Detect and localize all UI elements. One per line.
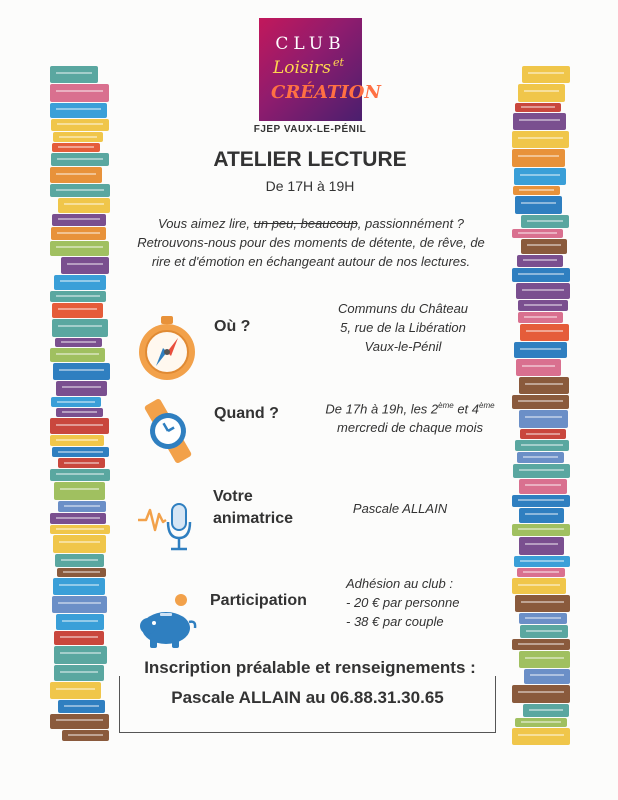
host-name: Pascale ALLAIN [352, 501, 448, 516]
logo-club-text: CLUB [275, 34, 346, 54]
registration-contact: Pascale ALLAIN au 06.88.31.30.65 [171, 688, 444, 707]
book [50, 435, 104, 446]
book [50, 241, 109, 256]
book [50, 84, 109, 102]
intro-line-3: rire et d'émotion en échangeant autour de nos lectures. [151, 254, 471, 269]
book [54, 665, 104, 681]
where-line-2: 5, rue de la Libération [340, 320, 466, 335]
fee-details [346, 574, 506, 631]
book [58, 458, 105, 468]
book [51, 397, 101, 407]
book [518, 312, 563, 323]
book [50, 291, 106, 302]
book [52, 319, 108, 337]
book [512, 728, 570, 745]
book [512, 149, 565, 167]
book [520, 625, 568, 638]
book [513, 113, 566, 130]
compass-icon [136, 316, 198, 382]
book [520, 324, 569, 341]
watch-icon [136, 398, 200, 464]
host-label-line-1: Votre [213, 488, 253, 505]
book [519, 508, 564, 523]
book [54, 646, 107, 664]
when-line-2: mercredi de chaque mois [337, 420, 483, 436]
piggy-bank-icon [134, 592, 200, 650]
book [52, 303, 103, 318]
book [515, 595, 570, 612]
book [52, 143, 100, 152]
fee-line-1: Adhésion au club : [346, 576, 453, 591]
club-logo [259, 18, 381, 121]
book [516, 359, 561, 376]
book [513, 186, 560, 195]
book [513, 464, 570, 478]
intro-paragraph [115, 214, 507, 271]
microphone-icon [136, 500, 198, 554]
book [50, 167, 102, 183]
book [50, 525, 110, 534]
book [519, 651, 570, 668]
book [518, 84, 565, 102]
book [514, 556, 570, 567]
book [51, 227, 106, 240]
book [50, 469, 110, 481]
book [519, 537, 564, 555]
book [50, 714, 109, 729]
where-label: Où ? [214, 318, 251, 335]
book [522, 66, 570, 83]
intro-text-start: Vous aimez lire, [158, 216, 254, 231]
book [519, 479, 567, 494]
book [512, 131, 569, 148]
when-sup-1: ème [438, 401, 454, 410]
book [519, 410, 568, 428]
book [54, 631, 104, 645]
book [524, 669, 570, 684]
book [50, 418, 109, 434]
book [512, 229, 563, 238]
book [514, 342, 567, 358]
book [50, 184, 110, 197]
intro-line-2: Retrouvons-nous pour des moments de détente, de rêve, de [137, 235, 485, 250]
intro-text-end: , passionnément ? [357, 216, 464, 231]
page-title: ATELIER LECTURE [213, 148, 407, 171]
logo-et-text: et [333, 56, 344, 69]
book [56, 614, 104, 630]
book [58, 198, 110, 213]
book [52, 214, 106, 226]
where-line-1: Communs du Château [337, 301, 469, 316]
book [512, 495, 570, 507]
when-label: Quand ? [214, 405, 279, 422]
fee-line-3: - 38 € par couple [346, 614, 444, 629]
book [512, 685, 570, 703]
when-line-1a: De 17h à 19h, les 2 [325, 401, 439, 417]
book [50, 348, 105, 362]
book [517, 452, 564, 463]
book [55, 554, 104, 567]
where-line-3: Vaux-le-Pénil [364, 339, 442, 354]
book [515, 718, 567, 727]
when-line-1b: et 4 [453, 401, 480, 417]
book [512, 268, 570, 282]
book [521, 215, 569, 228]
book [515, 440, 569, 451]
book [50, 682, 101, 699]
book [520, 429, 566, 439]
book [512, 639, 570, 650]
book [50, 513, 106, 524]
book [521, 239, 567, 254]
book [58, 501, 106, 512]
intro-struck-text: un peu, beaucoup [253, 216, 358, 231]
book [57, 568, 106, 577]
host-label-line-2: animatrice [213, 510, 294, 527]
book-stack-right [512, 66, 570, 746]
book [51, 153, 109, 166]
when-sup-2: ème [479, 401, 495, 410]
book [523, 704, 569, 717]
book [51, 119, 109, 131]
host-label [213, 486, 293, 530]
book [512, 578, 566, 594]
book [519, 613, 567, 624]
book [512, 524, 570, 536]
book [53, 363, 110, 380]
registration-title: Inscription préalable et renseignements : [144, 658, 476, 677]
book [518, 300, 568, 311]
book [56, 408, 103, 417]
book [58, 700, 105, 713]
book [54, 482, 105, 500]
book-stack-left [50, 66, 110, 746]
book [52, 447, 109, 457]
book [515, 196, 562, 214]
book [50, 66, 98, 83]
book [519, 377, 569, 394]
book [515, 103, 561, 112]
book [61, 257, 109, 274]
book [52, 596, 107, 613]
book [512, 395, 569, 409]
fee-line-2: - 20 € par personne [346, 595, 460, 610]
when-schedule [305, 396, 515, 437]
where-address [318, 299, 488, 356]
book [517, 255, 563, 267]
book [53, 535, 106, 553]
logo-creation-text: CRÉATION [271, 82, 381, 103]
logo-loisirs-text: Loisirs [273, 58, 331, 78]
book [55, 338, 102, 347]
book [56, 381, 107, 396]
book [53, 132, 103, 142]
session-hours: De 17H à 19H [265, 178, 355, 194]
fee-label: Participation [210, 592, 307, 609]
book [514, 168, 566, 185]
book [53, 578, 105, 595]
book [62, 730, 109, 741]
book [516, 283, 570, 299]
organization-name: FJEP VAUX-LE-PÉNIL [253, 124, 367, 135]
book [517, 568, 565, 577]
book [50, 103, 107, 118]
book [54, 275, 106, 290]
